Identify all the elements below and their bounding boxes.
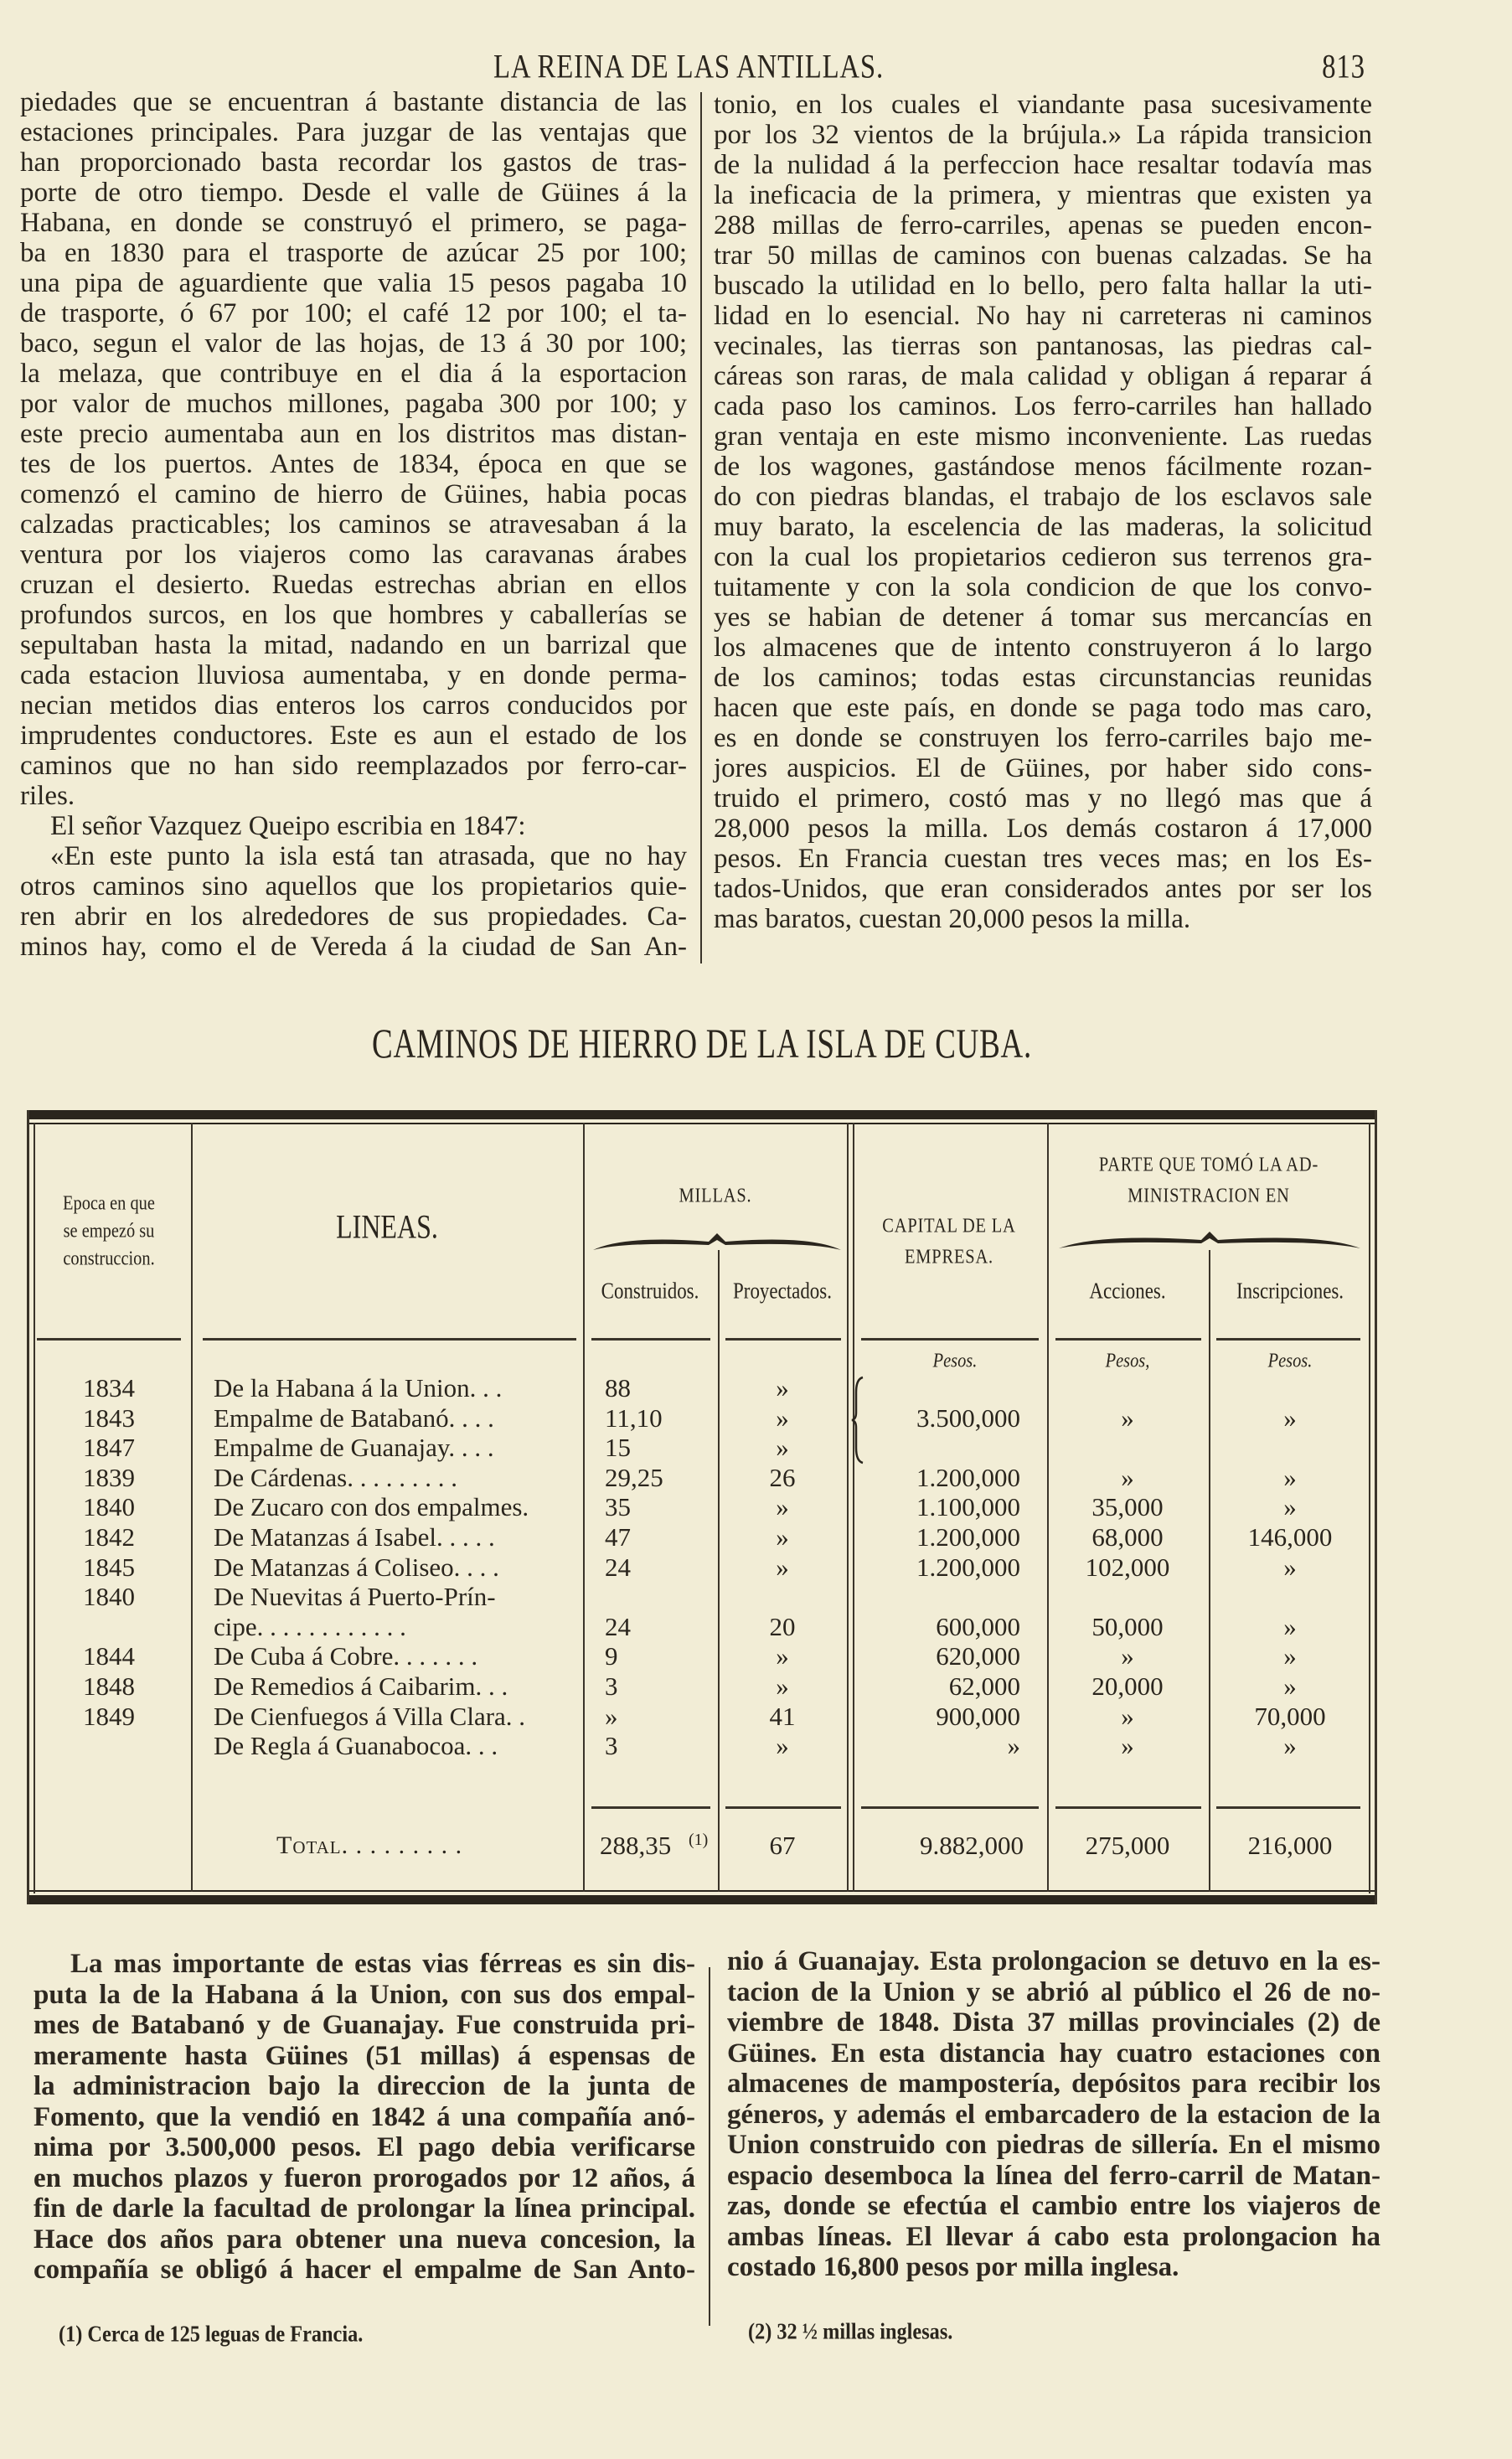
- text-line: lidad en lo esencial. No hay ni carreteras ni caminos: [714, 301, 1372, 331]
- acciones-cell: »: [1121, 1641, 1134, 1671]
- unit-inscripciones: Pesos.: [1267, 1350, 1313, 1372]
- text-line: caminos que no han sido reemplazados por ferro-car-: [20, 751, 687, 781]
- text-line: «En este punto la isla está tan atrasada, que no hay: [50, 841, 687, 871]
- text-line: Hace dos años para obtener una nueva concesion, la: [34, 2224, 695, 2255]
- year-cell: 1844: [83, 1641, 135, 1671]
- construidos-cell: 24: [605, 1552, 631, 1582]
- column-divider: [700, 92, 702, 963]
- year-cell: 1843: [83, 1403, 135, 1433]
- text-line: cruzan el desierto. Ruedas estrechas abrian en ellos: [20, 570, 687, 600]
- total-capital: 9.882,000: [920, 1831, 1024, 1860]
- proyectados-cell: »: [776, 1433, 789, 1463]
- top-left-column: [20, 87, 687, 962]
- text-line: una pipa de aguardiente que valia 15 pesos pagaba 10: [20, 268, 687, 298]
- text-line: viembre de 1848. Dista 37 millas provinciales (2) de: [727, 2007, 1380, 2038]
- capital-cell: 1.100,000: [916, 1492, 1020, 1522]
- header-epoca-line: Epoca en que: [63, 1192, 155, 1215]
- table-top-border: [27, 1110, 1377, 1119]
- text-line: en muchos plazos y fueron prorogados por 12 años, á: [34, 2162, 695, 2193]
- column-rule: [1209, 1250, 1210, 1892]
- acciones-cell: 50,000: [1091, 1611, 1164, 1641]
- inscripciones-cell: »: [1283, 1731, 1297, 1761]
- text-line: zas, donde se efectúa el cambio entre los viajeros de: [727, 2191, 1380, 2221]
- acciones-cell: »: [1121, 1403, 1134, 1433]
- text-line: Union construido con piedras de sillería. En el mismo: [727, 2130, 1380, 2160]
- acciones-cell: 20,000: [1091, 1671, 1164, 1701]
- text-line: gran ventaja en este mismo inconveniente. Las ruedas: [714, 421, 1372, 452]
- table-title: CAMINOS DE HIERRO DE LA ISLA DE CUBA.: [372, 1020, 1032, 1067]
- total-rule: [861, 1806, 1039, 1809]
- capital-cell: 1.200,000: [916, 1522, 1020, 1552]
- text-line: fin de darle la facultad de prolongar la línea principal.: [34, 2193, 695, 2224]
- year-cell: 1842: [83, 1522, 135, 1552]
- text-line: géneros, y además el embarcadero de la estacion de la: [727, 2099, 1380, 2130]
- total-proyectados: 67: [769, 1831, 796, 1860]
- bottom-right-column: [727, 1946, 1380, 2283]
- text-line: puta la de la Habana á la Union, con sus dos empal-: [34, 1979, 695, 2010]
- text-line: vecinales, las tierras son pantanosas, las piedras cal-: [714, 331, 1372, 361]
- total-acciones: 275,000: [1085, 1831, 1170, 1860]
- column-rule: [847, 1123, 849, 1892]
- text-line: de trasporte, ó 67 por 100; el café 12 por 100; el ta-: [20, 298, 687, 328]
- construidos-cell: 9: [605, 1641, 618, 1671]
- total-footnote-ref: (1): [689, 1831, 709, 1849]
- header-capital-line: CAPITAL DE LA: [882, 1215, 1016, 1237]
- construidos-cell: 24: [605, 1611, 631, 1641]
- inscripciones-cell: 146,000: [1247, 1522, 1333, 1552]
- text-line: han proporcionado basta recordar los gastos de tras-: [20, 147, 687, 178]
- inscripciones-cell: »: [1283, 1492, 1297, 1522]
- header-epoca-line: se empezó su: [63, 1220, 155, 1242]
- text-line: ba en 1830 para el trasporte de azúcar 25 por 100;: [20, 238, 687, 268]
- capital-cell: »: [1007, 1731, 1020, 1761]
- header-acciones: Acciones.: [1089, 1278, 1166, 1304]
- text-line: yes se habian de detener á tomar sus mercancías en: [714, 602, 1372, 633]
- text-line: tes de los puertos. Antes de 1834, época en que se: [20, 449, 687, 479]
- acciones-cell: 102,000: [1085, 1552, 1170, 1582]
- year-cell: 1840: [83, 1582, 135, 1612]
- text-line: por los 32 vientos de la brújula.» La rápida transicion: [714, 120, 1372, 150]
- text-line: la administracion bajo la direccion de la junta de: [34, 2071, 695, 2101]
- line-name-cell: De Zucaro con dos empalmes.: [214, 1492, 529, 1522]
- unit-acciones: Pesos,: [1105, 1350, 1150, 1372]
- acciones-cell: »: [1121, 1701, 1134, 1731]
- text-line: la melaza, que contribuye en el dia á la esportacion: [20, 359, 687, 389]
- text-line: Güines. En esta distancia hay cuatro estaciones con: [727, 2038, 1380, 2069]
- column-rule: [718, 1250, 720, 1892]
- capital-cell: 3.500,000: [916, 1403, 1020, 1433]
- proyectados-cell: 41: [769, 1701, 796, 1731]
- line-name-cell: Empalme de Batabanó. . . .: [214, 1403, 494, 1433]
- acciones-cell: »: [1121, 1462, 1134, 1492]
- column-rule: [583, 1123, 585, 1892]
- proyectados-cell: »: [776, 1403, 789, 1433]
- year-cell: 1849: [83, 1701, 135, 1731]
- header-parte-line: MINISTRACION EN: [1128, 1185, 1290, 1207]
- construidos-cell: 3: [605, 1671, 618, 1701]
- capital-cell: 1.200,000: [916, 1552, 1020, 1582]
- text-line: comenzó el camino de hierro de Güines, habia pocas: [20, 479, 687, 509]
- text-line: cada paso los caminos. Los ferro-carriles han hallado: [714, 391, 1372, 421]
- text-line: do con piedras blandas, el trabajo de los esclavos sale: [714, 482, 1372, 512]
- proyectados-cell: »: [776, 1373, 789, 1403]
- millas-brace-icon: [591, 1232, 843, 1253]
- text-line: La mas importante de estas vias férreas es sin dis-: [70, 1949, 695, 1979]
- line-name-cell: De Remedios á Caibarim. . .: [214, 1671, 508, 1701]
- header-inscripciones: Inscripciones.: [1236, 1278, 1344, 1304]
- line-name-cell: De Cárdenas. . . . . . . . .: [214, 1462, 457, 1492]
- bottom-left-column: [34, 1949, 695, 2286]
- text-line: tuitamente y con la sola condicion de que los convo-: [714, 572, 1372, 602]
- line-name-cell: cipe. . . . . . . . . . . .: [214, 1611, 406, 1641]
- table-top-inner-border: [27, 1123, 1377, 1124]
- header-rule: [591, 1338, 710, 1341]
- column-rule: [191, 1123, 193, 1892]
- construidos-cell: 47: [605, 1522, 631, 1552]
- text-line: cáreas son raras, de mala calidad y obligan á reparar á: [714, 361, 1372, 391]
- text-line: por valor de muchos millones, pagaba 300 por 100; y: [20, 389, 687, 419]
- header-lineas: LINEAS.: [336, 1207, 438, 1246]
- text-line: imprudentes conductores. Este es aun el estado de los: [20, 721, 687, 751]
- text-line: sepultaban hasta la mitad, nadando en un barrizal que: [20, 630, 687, 660]
- running-header-title: LA REINA DE LAS ANTILLAS.: [493, 47, 885, 85]
- inscripciones-cell: »: [1283, 1462, 1297, 1492]
- total-rule: [725, 1806, 841, 1809]
- table-left-border: [27, 1110, 29, 1904]
- capital-brace-icon: [851, 1376, 866, 1465]
- line-name-cell: De Matanzas á Coliseo. . . .: [214, 1552, 499, 1582]
- footnote-2: (2) 32 ½ millas inglesas.: [748, 2318, 953, 2344]
- text-line: porte de otro tiempo. Desde el valle de Güines á la: [20, 178, 687, 208]
- line-name-cell: De la Habana á la Union. . .: [214, 1373, 503, 1403]
- table-bottom-border: [27, 1895, 1377, 1904]
- total-rule: [591, 1806, 710, 1809]
- total-rule: [1055, 1806, 1201, 1809]
- text-line: tonio, en los cuales el viandante pasa sucesivamente: [714, 90, 1372, 120]
- year-cell: 1840: [83, 1492, 135, 1522]
- header-proyectados: Proyectados.: [733, 1278, 832, 1304]
- column-divider: [709, 1967, 710, 2326]
- proyectados-cell: »: [776, 1641, 789, 1671]
- line-name-cell: Empalme de Guanajay. . . .: [214, 1433, 494, 1463]
- column-rule: [1047, 1123, 1049, 1892]
- table-right-border: [1375, 1110, 1377, 1904]
- proyectados-cell: 20: [769, 1611, 796, 1641]
- top-right-column: [714, 90, 1372, 934]
- capital-cell: 600,000: [936, 1611, 1020, 1641]
- text-line: Habana, en donde se construyó el primero, se paga-: [20, 208, 687, 238]
- total-label: Total. . . . . . . . .: [276, 1831, 463, 1859]
- text-line: ventura por los viajeros como las caravanas árabes: [20, 540, 687, 570]
- proyectados-cell: »: [776, 1671, 789, 1701]
- capital-cell: 900,000: [936, 1701, 1020, 1731]
- text-line: 288 millas de ferro-carriles, apenas se pueden encon-: [714, 210, 1372, 240]
- text-line: tacion de la Union y se abrió al público el 26 de no-: [727, 1976, 1380, 2007]
- text-line: baco, segun el valor de las hojas, de 13 á 30 por 100;: [20, 328, 687, 359]
- text-line: es en donde se construyen los ferro-carriles bajo me-: [714, 723, 1372, 753]
- text-line: muy barato, la escelencia de las maderas, la solicitud: [714, 512, 1372, 542]
- proyectados-cell: »: [776, 1492, 789, 1522]
- header-construidos: Construidos.: [601, 1278, 699, 1304]
- text-line: riles.: [20, 781, 75, 811]
- text-line: El señor Vazquez Queipo escribia en 1847:: [50, 811, 526, 841]
- table-left-inner-border: [34, 1123, 35, 1893]
- column-rule: [853, 1123, 854, 1892]
- text-line: costado 16,800 pesos por milla inglesa.: [727, 2252, 1179, 2282]
- text-line: la ineficacia de la primera, y mientras que existen ya: [714, 180, 1372, 210]
- header-rule: [37, 1338, 181, 1341]
- text-line: hacen que este país, en donde se paga todo mas caro,: [714, 693, 1372, 723]
- proyectados-cell: »: [776, 1552, 789, 1582]
- inscripciones-cell: »: [1283, 1611, 1297, 1641]
- proyectados-cell: 26: [769, 1462, 796, 1492]
- text-line: espacio desemboca la línea del ferro-carril de Matan-: [727, 2160, 1380, 2191]
- total-rule: [1216, 1806, 1360, 1809]
- acciones-cell: 35,000: [1091, 1492, 1164, 1522]
- text-line: compañía se obligó á hacer el empalme de San Anto-: [34, 2255, 695, 2285]
- text-line: ren abrir en los alrededores de sus propiedades. Ca-: [20, 901, 687, 932]
- year-cell: 1848: [83, 1671, 135, 1701]
- construidos-cell: »: [605, 1701, 618, 1731]
- text-line: estaciones principales. Para juzgar de las ventajas que: [20, 117, 687, 147]
- construidos-cell: 29,25: [605, 1462, 663, 1492]
- page-number: 813: [1322, 47, 1365, 85]
- parte-brace-icon: [1057, 1230, 1362, 1252]
- text-line: otros caminos sino aquellos que los propietarios quie-: [20, 871, 687, 901]
- proyectados-cell: »: [776, 1731, 789, 1761]
- header-rule: [1055, 1338, 1201, 1341]
- text-line: cada estacion lluviosa aumentaba, y en donde perma-: [20, 660, 687, 690]
- total-inscripciones: 216,000: [1247, 1831, 1333, 1860]
- proyectados-cell: »: [776, 1522, 789, 1552]
- text-line: buscado la utilidad en lo bello, pero falta hallar la uti-: [714, 271, 1372, 301]
- capital-cell: 62,000: [948, 1671, 1020, 1701]
- unit-capital: Pesos.: [932, 1350, 978, 1372]
- header-capital-line: EMPRESA.: [905, 1246, 993, 1268]
- line-name-cell: De Regla á Guanabocoa. . .: [214, 1731, 498, 1761]
- inscripciones-cell: 70,000: [1254, 1701, 1326, 1731]
- line-name-cell: De Cuba á Cobre. . . . . . .: [214, 1641, 478, 1671]
- text-line: mas baratos, cuestan 20,000 pesos la milla.: [714, 904, 1191, 934]
- header-rule: [203, 1338, 576, 1341]
- text-line: profundos surcos, en los que hombres y caballerías se: [20, 600, 687, 630]
- year-cell: 1834: [83, 1373, 135, 1403]
- footnote-1: (1) Cerca de 125 leguas de Francia.: [59, 2321, 364, 2347]
- text-line: meramente hasta Güines (51 millas) á espensas de: [34, 2040, 695, 2071]
- line-name-cell: De Cienfuegos á Villa Clara. .: [214, 1701, 526, 1731]
- header-epoca-line: construccion.: [63, 1248, 155, 1270]
- inscripciones-cell: »: [1283, 1403, 1297, 1433]
- capital-cell: 1.200,000: [916, 1462, 1020, 1492]
- inscripciones-cell: »: [1283, 1552, 1297, 1582]
- construidos-cell: 35: [605, 1492, 631, 1522]
- text-line: mes de Batabanó y de Guanajay. Fue construida pri-: [34, 2010, 695, 2040]
- text-line: tados-Unidos, que eran considerados antes por ser los: [714, 874, 1372, 904]
- text-line: minos hay, como el de Vereda á la ciudad de San An-: [20, 932, 687, 962]
- line-name-cell: De Matanzas á Isabel. . . . .: [214, 1522, 495, 1552]
- text-line: nio á Guanajay. Esta prolongacion se detuvo en la es-: [727, 1946, 1380, 1976]
- header-millas: MILLAS.: [679, 1185, 752, 1207]
- text-line: ambas líneas. El llevar á cabo esta prolongacion ha: [727, 2221, 1380, 2252]
- construidos-cell: 11,10: [605, 1403, 663, 1433]
- text-line: piedades que se encuentran á bastante distancia de las: [20, 87, 687, 117]
- year-cell: 1845: [83, 1552, 135, 1582]
- construidos-cell: 3: [605, 1731, 618, 1761]
- header-rule: [1216, 1338, 1360, 1341]
- text-line: este precio aumentaba aun en los distritos mas distan-: [20, 419, 687, 449]
- header-parte-line: PARTE QUE TOMÓ LA AD-: [1098, 1154, 1319, 1176]
- table-bottom-inner-border: [27, 1890, 1377, 1892]
- text-line: Fomento, que la vendió en 1842 á una compañía anó-: [34, 2101, 695, 2132]
- text-line: con la cual los propietarios cedieron sus terrenos gra-: [714, 542, 1372, 572]
- text-line: los almacenes que de intento construyeron á lo largo: [714, 633, 1372, 663]
- text-line: almacenes de mampostería, depósitos para recibir los: [727, 2069, 1380, 2099]
- acciones-cell: »: [1121, 1731, 1134, 1761]
- text-line: truido el primero, costó mas y no llegó mas que á: [714, 783, 1372, 814]
- construidos-cell: 88: [605, 1373, 631, 1403]
- table-right-inner-border: [1369, 1123, 1370, 1893]
- text-line: de los wagones, gastándose menos fácilmente rozan-: [714, 452, 1372, 482]
- acciones-cell: 68,000: [1091, 1522, 1164, 1552]
- text-line: trar 50 millas de caminos con buenas calzadas. Se ha: [714, 240, 1372, 271]
- text-line: de la nulidad á la perfeccion hace resaltar todavía mas: [714, 150, 1372, 180]
- header-rule: [861, 1338, 1039, 1341]
- year-cell: 1839: [83, 1462, 135, 1492]
- text-line: jores auspicios. El de Güines, por haber sido cons-: [714, 753, 1372, 783]
- year-cell: 1847: [83, 1433, 135, 1463]
- total-construidos: 288,35: [600, 1831, 672, 1860]
- capital-cell: 620,000: [936, 1641, 1020, 1671]
- inscripciones-cell: »: [1283, 1641, 1297, 1671]
- text-line: necian metidos dias enteros los carros conducidos por: [20, 690, 687, 721]
- text-line: 28,000 pesos la milla. Los demás costaron á 17,000: [714, 814, 1372, 844]
- text-line: pesos. En Francia cuestan tres veces mas; en los Es-: [714, 844, 1372, 874]
- text-line: de los caminos; todas estas circunstancias reunidas: [714, 663, 1372, 693]
- text-line: nima por 3.500,000 pesos. El pago debia verificarse: [34, 2132, 695, 2162]
- construidos-cell: 15: [605, 1433, 631, 1463]
- inscripciones-cell: »: [1283, 1671, 1297, 1701]
- text-line: calzadas practicables; los caminos se atravesaban á la: [20, 509, 687, 540]
- line-name-cell: De Nuevitas á Puerto-Prín-: [214, 1582, 496, 1612]
- header-rule: [725, 1338, 841, 1341]
